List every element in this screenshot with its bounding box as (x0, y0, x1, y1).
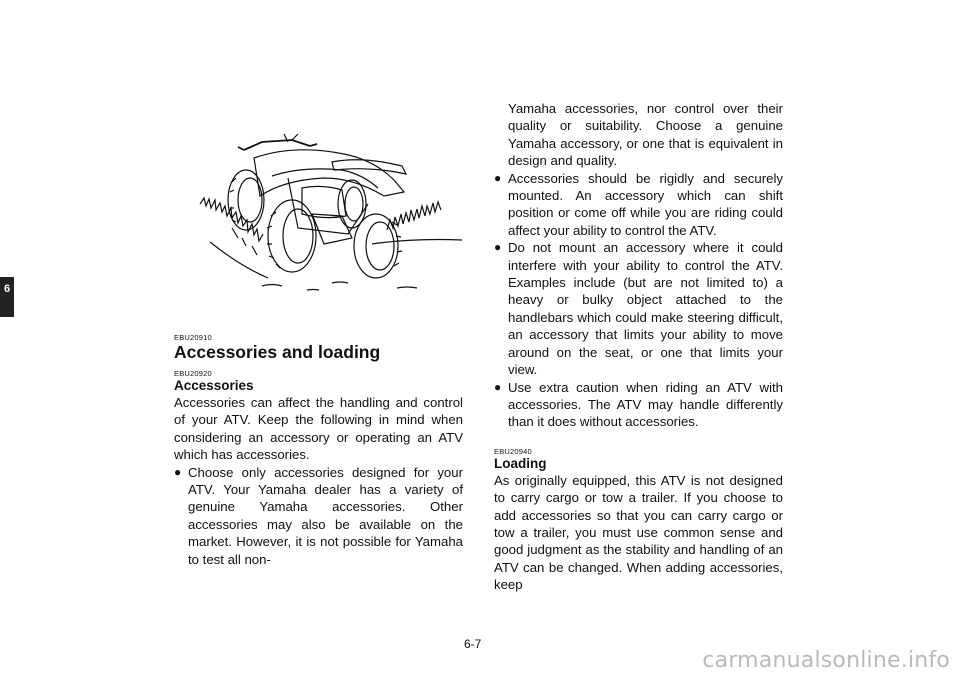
intro-paragraph: Accessories can affect the handling and control of your ATV. Keep the following in mind when considering an accessory or operating an ATV which has accessories. (174, 395, 463, 463)
subsection-title: Loading (494, 455, 547, 471)
right-column (494, 100, 783, 594)
bullet-dot-icon: ● (174, 464, 182, 479)
bullet-item: ● Choose only accessories designed for your ATV. Your Yamaha dealer has a variety of genuine Yamaha accessories. Other accessories may also be available on the market. However, it is not possible for Yamaha to test all non- (174, 464, 463, 567)
subsection-code: EBU20920 (174, 369, 212, 378)
continued-paragraph: Yamaha accessories, nor control over their quality or suitability. Choose a genuine Yamaha accessory, or one that is equivalent in design and quality. (508, 101, 783, 169)
bullet-item: ● Accessories should be rigidly and securely mounted. An accessory which can shift position or come off while you are riding could affect your ability to control the ATV. (494, 170, 783, 238)
bullet-dot-icon: ● (494, 170, 502, 185)
bullet-dot-icon: ● (494, 240, 502, 255)
chapter-tab: 6 (0, 277, 14, 317)
watermark: carmanualsonline.info (702, 648, 950, 673)
page-number: 6-7 (464, 637, 482, 651)
left-column (174, 333, 463, 568)
bullet-dot-icon: ● (494, 379, 502, 394)
atv-illustration (192, 118, 462, 300)
section-title: Accessories and loading (174, 342, 381, 362)
bullet-item: ● Do not mount an accessory where it could interfere with your ability to control the ATV. Examples include (but are not limited to) a heavy or bulky object attached to the handlebars which could make steering difficult, an accessory that limits your ability to move around on the seat, or one that limits your view. (494, 240, 783, 378)
section-code: EBU20910 (174, 333, 212, 342)
subsection-title: Accessories (174, 378, 254, 393)
subsection-code: EBU20940 (494, 446, 532, 456)
loading-paragraph: As originally equipped, this ATV is not designed to carry cargo or tow a trailer. If you choose to add accessories so that you can carry cargo or tow a trailer, you must use common sense and good judgment as the stability and handling of an ATV can be changed. When adding accessories, keep (494, 472, 783, 593)
bullet-item: ● Use extra caution when riding an ATV with accessories. The ATV may handle differently than it does without accessories. (494, 379, 783, 430)
